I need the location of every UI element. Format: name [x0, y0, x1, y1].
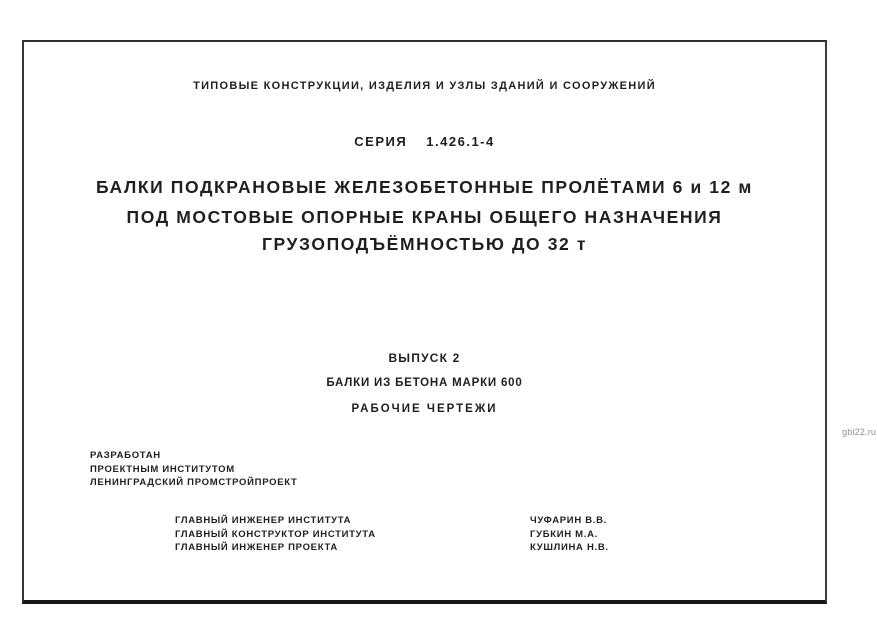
developer-line-1: РАЗРАБОТАН — [90, 450, 161, 461]
signatory-role: ГЛАВНЫЙ КОНСТРУКТОР ИНСТИТУТА — [175, 528, 376, 540]
site-watermark: gbi22.ru — [842, 427, 877, 437]
signatory-name: ЧУФАРИН В.В. — [530, 515, 608, 526]
signatory-name: КУШЛИНА Н.В. — [530, 542, 609, 554]
developer-block — [90, 449, 297, 490]
document-category-header: ТИПОВЫЕ КОНСТРУКЦИИ, ИЗДЕЛИЯ И УЗЛЫ ЗДАНИЙ И СООРУЖЕНИЙ — [193, 80, 656, 92]
signatories-table — [175, 514, 609, 555]
main-title-line-3: ГРУЗОПОДЪЁМНОСТЬЮ ДО 32 т — [262, 234, 587, 254]
document-type: РАБОЧИЕ ЧЕРТЕЖИ — [351, 403, 498, 415]
issue-number: ВЫПУСК 2 — [388, 351, 461, 365]
series-number: СЕРИЯ 1.426.1-4 — [354, 134, 495, 149]
signatory-role: ГЛАВНЫЙ ИНЖЕНЕР ПРОЕКТА — [175, 542, 338, 554]
main-title-line-2: ПОД МОСТОВЫЕ ОПОРНЫЕ КРАНЫ ОБЩЕГО НАЗНАЧЕНИЯ — [126, 207, 723, 227]
signatory-role: ГЛАВНЫЙ ИНЖЕНЕР ИНСТИТУТА — [175, 515, 352, 526]
developer-line-3: ЛЕНИНГРАДСКИЙ ПРОМСТРОЙПРОЕКТ — [90, 477, 298, 489]
developer-line-2: ПРОЕКТНЫМ ИНСТИТУТОМ — [90, 463, 235, 475]
signatory-name: ГУБКИН М.А. — [530, 528, 599, 540]
issue-subtitle: БАЛКИ ИЗ БЕТОНА МАРКИ 600 — [326, 377, 523, 389]
main-title-line-1: БАЛКИ ПОДКРАНОВЫЕ ЖЕЛЕЗОБЕТОННЫЕ ПРОЛЁТАМИ 6 и 12 м — [96, 177, 753, 197]
